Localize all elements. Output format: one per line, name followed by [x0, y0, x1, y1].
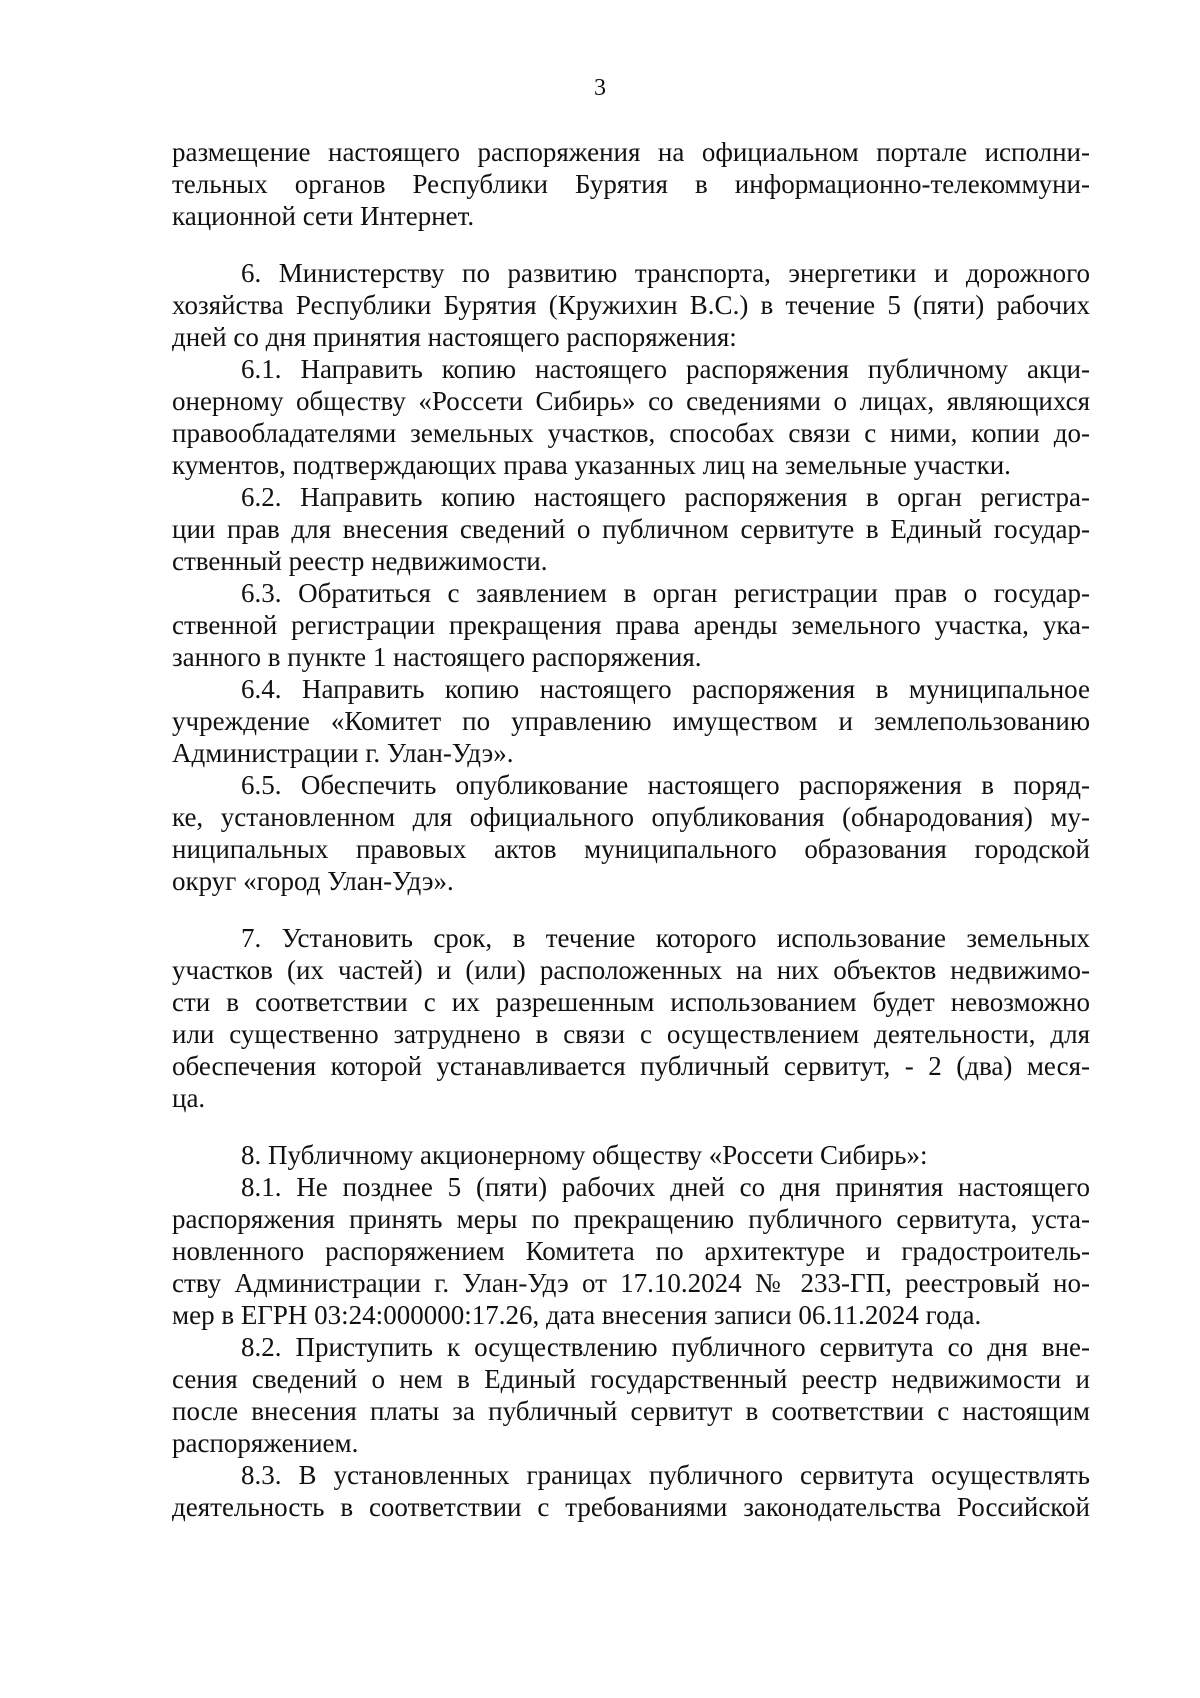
paragraph-8-2-first-line: 8.2. Приступить к осуществлению публичного сервитута со дня вне-	[241, 1332, 1090, 1362]
text-line: тельных органов Республики Бурятия в информационно-телекоммуни-	[172, 169, 1090, 199]
text-line: ственной регистрации прекращения права аренды земельного участка, ука-	[172, 610, 1090, 640]
text-line: мер в ЕГРН 03:24:000000:17.26, дата внесения записи 06.11.2024 года.	[172, 1300, 982, 1330]
paragraph-6-1-first-line: 6.1. Направить копию настоящего распоряжения публичному акци-	[241, 354, 1090, 384]
text-line: новленного распоряжением Комитета по архитектуре и градостроитель-	[172, 1236, 1090, 1266]
text-line: деятельность в соответствии с требованиями законодательства Российской	[172, 1492, 1090, 1522]
text-line: сения сведений о нем в Единый государственный реестр недвижимости и	[172, 1364, 1090, 1394]
paragraph-6-3-first-line: 6.3. Обратиться с заявлением в орган регистрации прав о государ-	[241, 578, 1090, 608]
text-line: участков (их частей) и (или) расположенных на них объектов недвижимо-	[172, 955, 1090, 985]
text-line: распоряжения принять меры по прекращению публичного сервитута, уста-	[172, 1204, 1090, 1234]
text-line: после внесения платы за публичный сервитут в соответствии с настоящим	[172, 1396, 1090, 1426]
text-line: размещение настоящего распоряжения на официальном портале исполни-	[172, 137, 1090, 167]
paragraph-6-4-first-line: 6.4. Направить копию настоящего распоряжения в муниципальное	[241, 674, 1090, 704]
text-line: хозяйства Республики Бурятия (Кружихин В.С.) в течение 5 (пяти) рабочих	[172, 290, 1090, 320]
text-line: дней со дня принятия настоящего распоряжения:	[172, 322, 737, 352]
paragraph-7-first-line: 7. Установить срок, в течение которого использование земельных	[241, 923, 1090, 953]
text-line: ке, установленном для официального опубликования (обнародования) му-	[172, 802, 1090, 832]
text-line: сти в соответствии с их разрешенным использованием будет невозможно	[172, 987, 1090, 1017]
text-line: обеспечения которой устанавливается публичный сервитут, - 2 (два) меся-	[172, 1051, 1090, 1081]
paragraph-6-5-first-line: 6.5. Обеспечить опубликование настоящего распоряжения в поряд-	[241, 770, 1090, 800]
text-line: кационной сети Интернет.	[172, 201, 475, 231]
text-line: онерному обществу «Россети Сибирь» со сведениями о лицах, являющихся	[172, 386, 1090, 416]
text-line: кументов, подтверждающих права указанных лиц на земельные участки.	[172, 450, 1011, 480]
text-line: правообладателями земельных участков, способах связи с ними, копии до-	[172, 418, 1090, 448]
text-line: округ «город Улан-Удэ».	[172, 866, 454, 896]
page-number: 3	[594, 75, 606, 101]
paragraph-8-3-first-line: 8.3. В установленных границах публичного сервитута осуществлять	[241, 1460, 1090, 1490]
text-line: ции прав для внесения сведений о публичном сервитуте в Единый государ-	[172, 514, 1090, 544]
text-line: распоряжением.	[172, 1428, 359, 1458]
text-line: ственный реестр недвижимости.	[172, 546, 548, 576]
text-line: ниципальных правовых актов муниципального образования городской	[172, 834, 1090, 864]
paragraph-8-1-first-line: 8.1. Не позднее 5 (пяти) рабочих дней со дня принятия настоящего	[241, 1172, 1090, 1202]
paragraph-6-2-first-line: 6.2. Направить копию настоящего распоряжения в орган регистра-	[241, 482, 1090, 512]
paragraph-6-first-line: 6. Министерству по развитию транспорта, энергетики и дорожного	[241, 258, 1090, 288]
text-line: учреждение «Комитет по управлению имуществом и землепользованию	[172, 706, 1090, 736]
text-line: Администрации г. Улан-Удэ».	[172, 738, 514, 768]
paragraph-8-heading: 8. Публичному акционерному обществу «Россети Сибирь»:	[241, 1140, 928, 1170]
text-line: ству Администрации г. Улан-Удэ от 17.10.2024 № 233-ГП, реестровый но-	[172, 1268, 1090, 1298]
text-line: или существенно затруднено в связи с осуществлением деятельности, для	[172, 1019, 1090, 1049]
text-line: ца.	[172, 1083, 206, 1113]
text-line: занного в пункте 1 настоящего распоряжения.	[172, 642, 702, 672]
